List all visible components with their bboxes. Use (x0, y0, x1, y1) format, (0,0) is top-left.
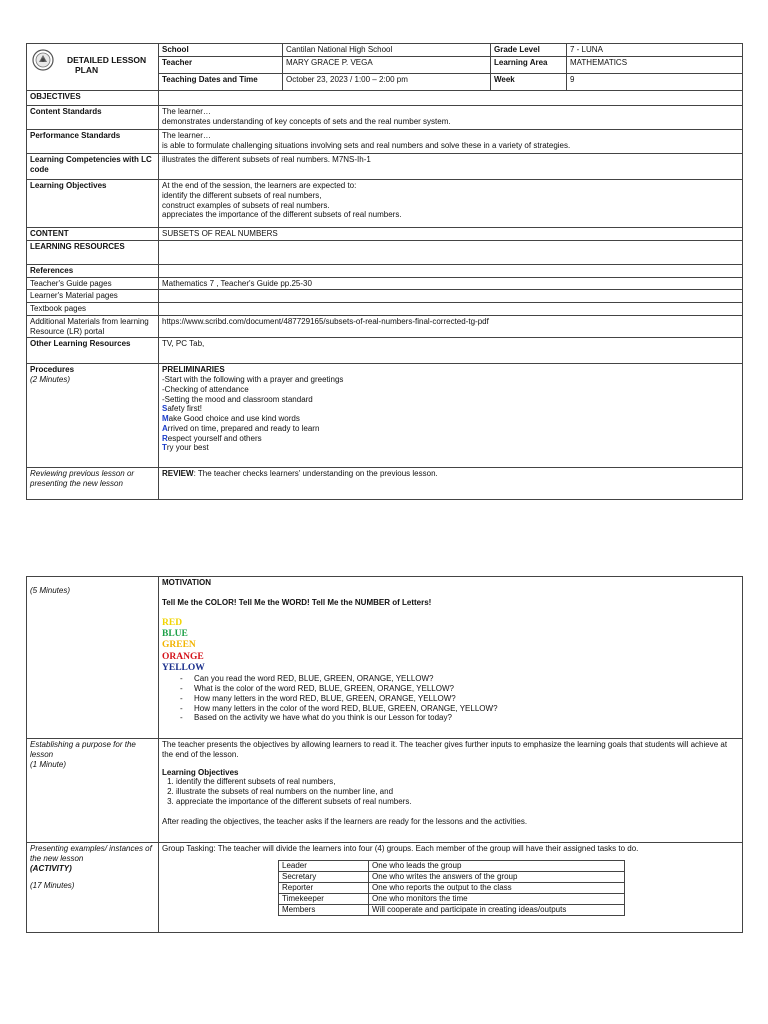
motivation-instruction: Tell Me the COLOR! Tell Me the WORD! Tell Me the NUMBER of Letters! (162, 597, 432, 607)
color-word-green: GREEN (162, 640, 196, 651)
performance-standards-label: Performance Standards (27, 130, 159, 154)
content-standards-value: The learner… demonstrates understanding of key concepts of sets and the real number system. (159, 106, 743, 130)
week-label: Week (491, 74, 567, 91)
activity-text: Group Tasking: The teacher will divide the learners into four (4) groups. Each member of the group will have their assigned tasks to do. (162, 844, 639, 853)
color-word-red: RED (162, 617, 183, 628)
role-name: Timekeeper (279, 893, 369, 904)
motivation-heading: MOTIVATION (162, 578, 212, 587)
dates-label: Teaching Dates and Time (159, 74, 283, 91)
motivation-questions (162, 674, 739, 723)
content-label: CONTENT (27, 228, 159, 241)
color-word-orange: ORANGE (162, 651, 204, 662)
role-name: Reporter (279, 882, 369, 893)
content-value: SUBSETS OF REAL NUMBERS (159, 228, 743, 241)
role-desc: One who writes the answers of the group (369, 871, 625, 882)
area-value: MATHEMATICS (567, 57, 743, 74)
competencies-value: illustrates the different subsets of real numbers. M7NS-Ih-1 (159, 154, 743, 180)
role-desc: Will cooperate and participate in creating ideas/outputs (369, 904, 625, 915)
question-item: - Can you read the word RED, BLUE, GREEN, ORANGE, YELLOW? (180, 674, 739, 684)
question-item: - What is the color of the word RED, BLUE, GREEN, ORANGE, YELLOW? (180, 684, 739, 694)
purpose-objectives-list (162, 777, 739, 806)
role-name: Secretary (279, 871, 369, 882)
role-desc: One who reports the output to the class (369, 882, 625, 893)
preliminary-item: -Setting the mood and classroom standard (162, 394, 313, 404)
review-label: Reviewing previous lesson or presenting the new lesson (27, 468, 159, 500)
textbook-label: Textbook pages (27, 303, 159, 316)
question-item: - How many letters in the word RED, BLUE, GREEN, ORANGE, YELLOW? (180, 694, 739, 704)
role-row (279, 860, 625, 871)
purpose-closing: After reading the objectives, the teacher asks if the learners are ready for the lessons and the activities. (162, 816, 528, 826)
preliminaries-cell (159, 364, 743, 468)
activity-cell (159, 843, 743, 933)
objectives-heading: OBJECTIVES (27, 91, 159, 106)
grade-value: 7 - LUNA (567, 44, 743, 57)
review-text: : The teacher checks learners' understanding on the previous lesson. (193, 469, 438, 479)
objective-item: 1. identify the different subsets of real numbers, (176, 777, 739, 787)
smart-rule: Safety first! (162, 404, 203, 414)
motivation-time: (5 Minutes) (30, 586, 71, 595)
document-title (67, 56, 146, 76)
lm-label: Learner's Material pages (27, 290, 159, 303)
week-value: 9 (567, 74, 743, 91)
objective-item: 3. appreciate the importance of the different subsets of real numbers. (176, 797, 739, 807)
learning-objectives-value: At the end of the session, the learners are expected to: identify the different subsets of real numbers, construct examples of subsets of real numbers. appreciates the importance of the different subsets of real numbers. (159, 180, 743, 228)
role-row (279, 882, 625, 893)
learning-objectives-label: Learning Objectives (27, 180, 159, 228)
dates-value: October 23, 2023 / 1:00 – 2:00 pm (283, 74, 491, 91)
smart-rule: Arrived on time, prepared and ready to learn (162, 423, 320, 433)
smart-rule: Respect yourself and others (162, 433, 262, 443)
objective-item: 2. illustrate the subsets of real numbers on the number line, and (176, 787, 739, 797)
teacher-label: Teacher (159, 57, 283, 74)
activity-time: (17 Minutes) (30, 881, 75, 891)
purpose-time: (1 Minute) (30, 759, 67, 769)
roles-table (278, 860, 625, 916)
role-row (279, 871, 625, 882)
tg-label: Teacher's Guide pages (27, 277, 159, 290)
purpose-objectives-heading: Learning Objectives (162, 767, 239, 777)
question-item: - How many letters in the color of the word RED, BLUE, GREEN, ORANGE, YELLOW? (180, 704, 739, 714)
tg-value: Mathematics 7 , Teacher's Guide pp.25-30 (159, 277, 743, 290)
school-value: Cantilan National High School (283, 44, 491, 57)
title-line-2: PLAN (75, 64, 99, 75)
motivation-label-cell (27, 577, 159, 739)
references-label: References (27, 264, 159, 277)
role-desc: One who leads the group (369, 860, 625, 871)
additional-materials-label: Additional Materials from learning Resource (LR) portal (27, 315, 159, 338)
role-row (279, 893, 625, 904)
smart-rule: Make Good choice and use kind words (162, 414, 300, 423)
school-label: School (159, 44, 283, 57)
role-desc: One who monitors the time (369, 893, 625, 904)
procedures-label-cell (27, 364, 159, 468)
activity-bold-label: (ACTIVITY) (30, 863, 72, 873)
procedures-time: (2 Minutes) (30, 375, 71, 384)
review-bold: REVIEW (162, 469, 194, 479)
teacher-value: MARY GRACE P. VEGA (283, 57, 491, 74)
question-item: - Based on the activity we have what do you think is our Lesson for today? (180, 713, 739, 723)
competencies-label: Learning Competencies with LC code (27, 154, 159, 180)
purpose-text: The teacher presents the objectives by allowing learners to read it. The teacher gives further inputs to emphasize the learning goals that students will achieve at the end of the lesson. (162, 740, 728, 759)
role-row (279, 904, 625, 915)
purpose-label-cell (27, 739, 159, 843)
motivation-cell (159, 577, 743, 739)
purpose-cell (159, 739, 743, 843)
preliminary-item: -Start with the following with a prayer and greetings (162, 375, 344, 384)
activity-label: Presenting examples/ instances of the new lesson (30, 844, 152, 863)
lesson-plan-table-page1 (26, 43, 743, 500)
purpose-label: Establishing a purpose for the lesson (30, 740, 136, 759)
other-resources-value: TV, PC Tab, (159, 338, 743, 364)
performance-standards-value: The learner… is able to formulate challenging situations involving sets and real numbers and solve these in a variety of strategies. (159, 130, 743, 154)
color-word-yellow: YELLOW (162, 663, 205, 674)
preliminary-item: -Checking of attendance (162, 384, 249, 394)
activity-label-cell (27, 843, 159, 933)
header-logo-cell (27, 44, 159, 91)
grade-label: Grade Level (491, 44, 567, 57)
title-line-1: DETAILED LESSON (67, 55, 147, 65)
deped-seal-icon (32, 49, 54, 71)
color-word-blue: BLUE (162, 628, 188, 639)
content-standards-label: Content Standards (27, 106, 159, 130)
learning-resources-heading: LEARNING RESOURCES (27, 240, 159, 264)
lesson-plan-table-page2 (26, 576, 743, 933)
smart-rule: Try your best (162, 443, 209, 453)
area-label: Learning Area (491, 57, 567, 74)
preliminaries-heading: PRELIMINARIES (162, 365, 225, 375)
review-cell (159, 468, 743, 500)
other-resources-label: Other Learning Resources (27, 338, 159, 364)
additional-materials-link[interactable]: https://www.scribd.com/document/487729165/subsets-of-real-numbers-final-corrected-tg-pdf (159, 315, 743, 338)
procedures-label: Procedures (30, 365, 75, 375)
role-name: Leader (279, 860, 369, 871)
role-name: Members (279, 904, 369, 915)
